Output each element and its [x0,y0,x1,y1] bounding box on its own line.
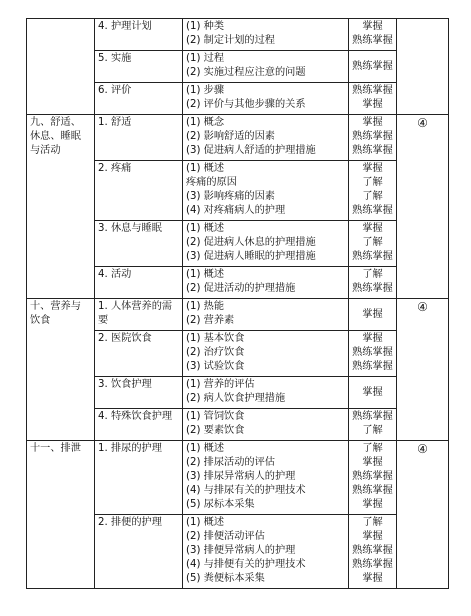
requirement-level: 掌握 [362,99,383,110]
content-item: 疼痛的原因 [186,177,237,188]
topic-cell [95,267,183,299]
content-item: (1) 概述 [186,163,225,174]
topic-cell [95,299,183,331]
requirement-level: 掌握 [362,21,383,32]
requirement-level: 掌握 [362,163,383,174]
content-item: (2) 制定计划的过程 [186,35,275,46]
content-item: (4) 与排便有关的护理技术 [186,559,306,570]
requirement-level: 熟练掌握 [352,559,393,570]
topic-text: 6. 评价 [98,85,132,96]
content-item: (5) 粪便标本采集 [186,573,265,584]
content-item: (2) 病人饮食护理措施 [186,393,286,404]
content-item: (1) 种类 [186,21,225,32]
content-item: (1) 概述 [186,269,225,280]
content-item: (2) 评价与其他步骤的关系 [186,99,306,110]
content-cell [183,331,349,377]
content-cell [183,441,349,515]
topic-text: 1. 舒适 [98,117,132,128]
topic-text: 3. 饮食护理 [98,379,152,390]
content-item: (3) 试验饮食 [186,361,245,372]
content-cell [183,515,349,589]
requirement-cell [349,441,397,515]
section-title [27,19,95,115]
table-row [27,19,449,51]
unit-mark-cell [397,115,449,299]
requirement-cell [349,515,397,589]
content-item: (3) 促进病人舒适的护理措施 [186,145,316,156]
requirement-level: 熟练掌握 [352,60,393,72]
topic-text: 4. 特殊饮食护理 [98,411,173,422]
topic-cell [95,409,183,441]
content-item: (5) 尿标本采集 [186,499,255,510]
topic-text: 2. 排便的护理 [98,517,162,528]
content-item: (1) 步骤 [186,85,225,96]
requirement-cell [349,299,397,331]
content-item: (2) 促进活动的护理措施 [186,283,296,294]
content-item: (2) 排尿活动的评估 [186,457,275,468]
topic-cell [95,221,183,267]
content-item: (4) 对疼痛病人的护理 [186,205,286,216]
requirement-level: 了解 [362,191,383,202]
requirement-level: 掌握 [362,333,383,344]
topic-text: 1. 排尿的护理 [98,443,162,454]
table-row [27,441,449,515]
requirement-cell [349,331,397,377]
content-cell [183,409,349,441]
topic-text: 4. 护理计划 [98,21,152,32]
content-cell [183,161,349,221]
topic-cell [95,515,183,589]
topic-cell [95,331,183,377]
requirement-level: 了解 [362,237,383,248]
content-item: (2) 治疗饮食 [186,347,245,358]
unit-mark: ④ [417,442,428,456]
requirement-level: 熟练掌握 [352,251,393,262]
topic-text: 5. 实施 [98,53,132,64]
requirement-level: 熟练掌握 [352,131,393,142]
content-item: (1) 概念 [186,117,225,128]
topic-cell [95,83,183,115]
section-title [27,115,95,299]
content-item: (2) 影响舒适的因素 [186,131,275,142]
section-title-text: 十、营养与饮食 [30,301,81,326]
content-item: (2) 营养素 [186,315,235,326]
requirement-cell [349,51,397,83]
requirement-level: 熟练掌握 [352,545,393,556]
requirement-cell [349,115,397,161]
topic-cell [95,115,183,161]
requirement-level: 掌握 [362,573,383,584]
requirement-level: 掌握 [362,223,383,234]
content-item: (3) 排便异常病人的护理 [186,545,296,556]
section-title-text: 十一、排泄 [30,443,81,454]
requirement-level: 熟练掌握 [352,35,393,46]
requirement-level: 掌握 [362,531,383,542]
unit-mark: ④ [417,300,428,314]
content-item: (2) 促进病人休息的护理措施 [186,237,316,248]
unit-mark-cell [397,19,449,115]
content-cell [183,299,349,331]
content-cell [183,221,349,267]
content-cell [183,51,349,83]
topic-cell [95,161,183,221]
requirement-level: 了解 [362,517,383,528]
requirement-level: 熟练掌握 [352,283,393,294]
content-item: (1) 概述 [186,223,225,234]
unit-mark: ④ [417,116,428,130]
requirement-cell [349,19,397,51]
content-item: (4) 与排尿有关的护理技术 [186,485,306,496]
requirement-level: 熟练掌握 [352,145,393,156]
requirement-level: 了解 [362,269,383,280]
syllabus-table [26,18,449,589]
topic-text: 1. 人体营养的需要 [98,301,173,326]
section-title [27,441,95,589]
content-item: (3) 排尿异常病人的护理 [186,471,296,482]
topic-text: 4. 活动 [98,269,132,280]
content-item: (3) 促进病人睡眠的护理措施 [186,251,316,262]
requirement-cell [349,221,397,267]
requirement-cell [349,267,397,299]
content-cell [183,267,349,299]
requirement-level: 了解 [362,177,383,188]
content-item: (2) 实施过程应注意的问题 [186,67,306,78]
requirement-cell [349,83,397,115]
content-item: (2) 要素饮食 [186,425,245,436]
content-cell [183,115,349,161]
topic-text: 2. 医院饮食 [98,333,152,344]
unit-mark-cell [397,441,449,589]
requirement-cell [349,377,397,409]
requirement-level: 熟练掌握 [352,411,393,422]
requirement-level: 熟练掌握 [352,85,393,96]
table-row [27,299,449,331]
content-item: (3) 影响疼痛的因素 [186,191,275,202]
section-title-text: 九、舒适、休息、睡眠与活动 [30,117,81,156]
content-cell [183,83,349,115]
requirement-level: 熟练掌握 [352,471,393,482]
content-item: (2) 排便活动评估 [186,531,265,542]
requirement-level: 掌握 [362,499,383,510]
content-cell [183,19,349,51]
requirement-level: 熟练掌握 [352,361,393,372]
requirement-level: 掌握 [362,117,383,128]
requirement-level: 熟练掌握 [352,485,393,496]
requirement-cell [349,409,397,441]
topic-cell [95,51,183,83]
topic-cell [95,19,183,51]
requirement-level: 熟练掌握 [352,347,393,358]
requirement-level: 掌握 [362,457,383,468]
unit-mark-cell [397,299,449,441]
content-item: (1) 营养的评估 [186,379,255,390]
content-item: (1) 基本饮食 [186,333,245,344]
topic-cell [95,377,183,409]
requirement-level: 熟练掌握 [352,205,393,216]
topic-cell [95,441,183,515]
content-item: (1) 概述 [186,443,225,454]
content-item: (1) 热能 [186,301,225,312]
table-row [27,115,449,161]
requirement-level: 掌握 [362,308,383,320]
topic-text: 3. 休息与睡眠 [98,223,162,234]
content-cell [183,377,349,409]
content-item: (1) 管饲饮食 [186,411,245,422]
content-item: (1) 概述 [186,517,225,528]
requirement-cell [349,161,397,221]
requirement-level: 了解 [362,443,383,454]
content-item: (1) 过程 [186,53,225,64]
topic-text: 2. 疼痛 [98,163,132,174]
section-title [27,299,95,441]
requirement-level: 掌握 [362,386,383,398]
requirement-level: 了解 [362,425,383,436]
